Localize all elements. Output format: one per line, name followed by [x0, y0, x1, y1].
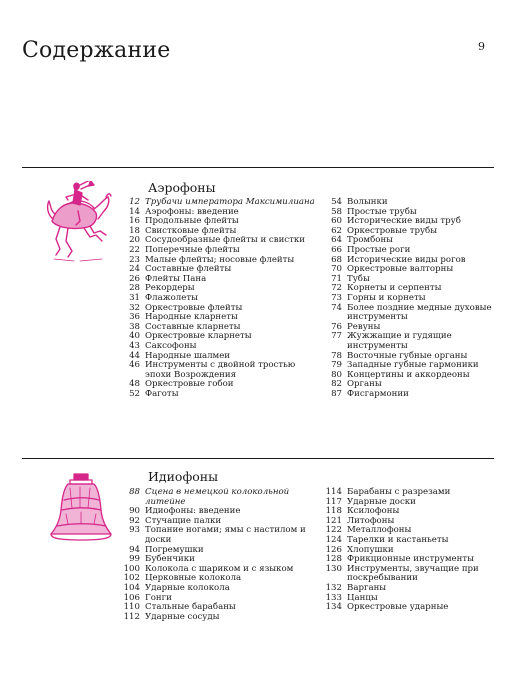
toc-page-number: 82	[331, 379, 342, 390]
toc-title: Ревуны	[347, 321, 381, 332]
toc-title: Ударные сосуды	[145, 611, 220, 622]
toc-title: Стучащие палки	[145, 515, 222, 526]
page-number: 9	[478, 40, 485, 53]
toc-title: Корнеты и серпенты	[347, 283, 442, 294]
toc-title: Малые флейты; носовые флейты	[145, 254, 295, 265]
toc-title: Фрикционные инструменты	[347, 554, 474, 565]
toc-title: Погремушки	[145, 544, 204, 555]
toc-title: Оркестровые валторны	[347, 264, 454, 275]
toc-title: Исторические виды рогов	[347, 254, 466, 265]
toc-page-number: 14	[129, 206, 140, 217]
toc-title: Фисгармонии	[347, 388, 409, 399]
toc-title: Флейты Пана	[145, 273, 207, 284]
toc-title: Органы	[347, 379, 382, 390]
toc-page-number: 118	[325, 506, 342, 517]
toc-page-number: 87	[331, 388, 342, 399]
toc-page-number: 58	[331, 206, 342, 217]
toc-page-number: 52	[129, 388, 140, 399]
toc-title: Цанцы	[347, 592, 378, 603]
toc-page-number: 124	[325, 534, 342, 545]
toc-page-number: 46	[129, 360, 140, 371]
toc-title: Гонги	[145, 592, 172, 603]
toc-page-number: 77	[331, 331, 342, 342]
toc-title: Сцена в немецкой колокольной литейне	[145, 487, 290, 507]
toc-title: Народные шалмеи	[145, 350, 231, 361]
toc-title: Инструменты, звучащие при поскребывании	[347, 563, 479, 584]
toc-page-number: 121	[325, 515, 342, 526]
toc-page-number: 32	[129, 302, 140, 313]
toc-title: Оркестровые ударные	[347, 602, 449, 613]
toc-page-number: 70	[331, 264, 342, 275]
toc-entry	[118, 526, 323, 545]
toc-title: Инструменты с двойной тростью эпохи Возрождения	[145, 360, 296, 380]
toc-page-number: 20	[129, 235, 140, 246]
toc-entry	[320, 603, 500, 613]
toc-title: Оркестровые трубы	[347, 225, 438, 236]
toc-title: Ударные колокола	[145, 582, 230, 593]
toc-title: Идиофоны: введение	[145, 506, 241, 517]
toc-page-number: 90	[129, 506, 140, 517]
toc-title: Саксофоны	[145, 340, 197, 351]
toc-page-number: 36	[129, 312, 140, 323]
toc-page-number: 122	[325, 525, 342, 536]
toc-page-number: 102	[123, 573, 140, 584]
toc-page-number: 79	[331, 360, 342, 371]
toc-page-number: 130	[325, 563, 342, 574]
toc-title: Аэрофоны: введение	[145, 206, 239, 217]
toc-page-number: 54	[331, 197, 342, 207]
toc-page-number: 78	[331, 350, 342, 361]
toc-page-number: 74	[331, 302, 342, 313]
toc-page-number: 23	[129, 254, 140, 265]
toc-page-number: 38	[129, 321, 140, 332]
bell-illustration	[48, 472, 114, 544]
toc-page-number: 92	[129, 515, 140, 526]
toc-entry	[118, 390, 323, 400]
toc-title: Тарелки и кастаньеты	[347, 534, 449, 545]
toc-title: Оркестровые кларнеты	[145, 331, 252, 342]
toc-title: Горны и корнеты	[347, 292, 426, 303]
toc-entry	[320, 565, 500, 584]
toc-title: Простые трубы	[347, 206, 417, 217]
toc-page-number: 117	[325, 496, 342, 507]
toc-page-number: 104	[123, 582, 140, 593]
toc-page-number: 64	[331, 235, 342, 246]
section-divider-aerophones	[22, 167, 494, 168]
toc-page-number: 114	[325, 487, 342, 497]
toc-page-number: 132	[325, 582, 342, 593]
toc-title: Трубачи императора Максимилиана	[145, 197, 315, 207]
toc-page-number: 28	[129, 283, 140, 294]
toc-title: Оркестровые гобои	[145, 379, 234, 390]
toc-title: Исторические виды труб	[347, 216, 461, 227]
toc-page-number: 110	[123, 602, 140, 613]
toc-title: Более поздние медные духовые инструменты	[347, 302, 492, 323]
toc-entry	[118, 361, 323, 380]
toc-title: Литофоны	[347, 515, 395, 526]
toc-title: Барабаны с разрезами	[347, 487, 451, 497]
toc-page-number: 76	[331, 321, 342, 332]
toc-title: Топание ногами; ямы с настилом и доски	[145, 525, 306, 545]
toc-page-number: 43	[129, 340, 140, 351]
toc-title: Народные кларнеты	[145, 312, 238, 323]
toc-page-number: 16	[129, 216, 140, 227]
toc-title: Поперечные флейты	[145, 244, 240, 255]
toc-page-number: 80	[331, 369, 342, 380]
toc-page-number: 99	[129, 554, 140, 565]
toc-title: Простые роги	[347, 244, 411, 255]
toc-title: Ксилофоны	[347, 506, 400, 517]
toc-title: Восточные губные органы	[347, 350, 468, 361]
toc-entry	[118, 488, 323, 507]
toc-title: Фаготы	[145, 388, 179, 399]
toc-page-number: 24	[129, 264, 140, 275]
toc-page-number: 88	[129, 487, 140, 497]
toc-title: Составные флейты	[145, 264, 232, 275]
toc-page-number: 106	[123, 592, 140, 603]
toc-page-number: 44	[129, 350, 140, 361]
toc-title: Ударные доски	[347, 496, 416, 507]
toc-title: Сосудообразные флейты и свистки	[145, 235, 305, 246]
toc-title: Варганы	[347, 582, 387, 593]
section-divider-idiophones	[22, 458, 494, 459]
toc-title: Металлофоны	[347, 525, 412, 536]
toc-column-idiophones-right	[320, 488, 500, 613]
toc-page-number: 126	[325, 544, 342, 555]
toc-entry	[320, 390, 500, 400]
toc-title: Оркестровые флейты	[145, 302, 243, 313]
toc-page-number: 134	[325, 602, 342, 613]
toc-title: Составные кларнеты	[145, 321, 241, 332]
section-title-aerophones: Аэрофоны	[148, 180, 216, 195]
page-title: Содержание	[22, 38, 171, 63]
toc-title: Хлопушки	[347, 544, 394, 555]
toc-title: Бубенчики	[145, 554, 195, 565]
toc-page-number: 72	[331, 283, 342, 294]
toc-page-number: 73	[331, 292, 342, 303]
toc-page-number: 71	[331, 273, 342, 284]
toc-entry	[320, 304, 500, 323]
toc-page-number: 62	[331, 225, 342, 236]
toc-title: Тубы	[347, 273, 370, 284]
toc-title: Свистковые флейты	[145, 225, 237, 236]
toc-page-number: 18	[129, 225, 140, 236]
toc-page-number: 68	[331, 254, 342, 265]
toc-title: Жужжащие и гудящие инструменты	[347, 331, 452, 351]
toc-page-number: 128	[325, 554, 342, 565]
section-title-idiophones: Идиофоны	[148, 469, 219, 484]
toc-page-number: 93	[129, 525, 140, 536]
toc-title: Рекордеры	[145, 283, 195, 294]
toc-title: Волынки	[347, 197, 388, 207]
toc-title: Стальные барабаны	[145, 602, 236, 613]
toc-column-aerophones-right	[320, 198, 500, 399]
toc-page-number: 26	[129, 273, 140, 284]
toc-page-number: 12	[129, 197, 140, 207]
toc-entry	[118, 613, 323, 623]
toc-column-idiophones-left	[118, 488, 323, 622]
toc-column-aerophones-left	[118, 198, 323, 399]
horseman-trumpeter-illustration	[44, 181, 114, 271]
toc-page-number: 31	[129, 292, 140, 303]
toc-title: Колокола с шариком и с языком	[145, 563, 294, 574]
toc-title: Церковные колокола	[145, 573, 242, 584]
toc-page-number: 94	[129, 544, 140, 555]
toc-title: Флажолеты	[145, 292, 198, 303]
toc-title: Продольные флейты	[145, 216, 239, 227]
toc-title: Западные губные гармоники	[347, 360, 479, 371]
toc-page-number: 22	[129, 244, 140, 255]
toc-title: Концертины и аккордеоны	[347, 369, 470, 380]
toc-page-number: 133	[325, 592, 342, 603]
toc-entry	[320, 332, 500, 351]
toc-page-number: 66	[331, 244, 342, 255]
toc-page-number: 60	[331, 216, 342, 227]
toc-page-number: 48	[129, 379, 140, 390]
toc-page-number: 100	[123, 563, 140, 574]
toc-page-number: 40	[129, 331, 140, 342]
toc-page-number: 112	[123, 611, 140, 622]
toc-title: Тромбоны	[347, 235, 394, 246]
